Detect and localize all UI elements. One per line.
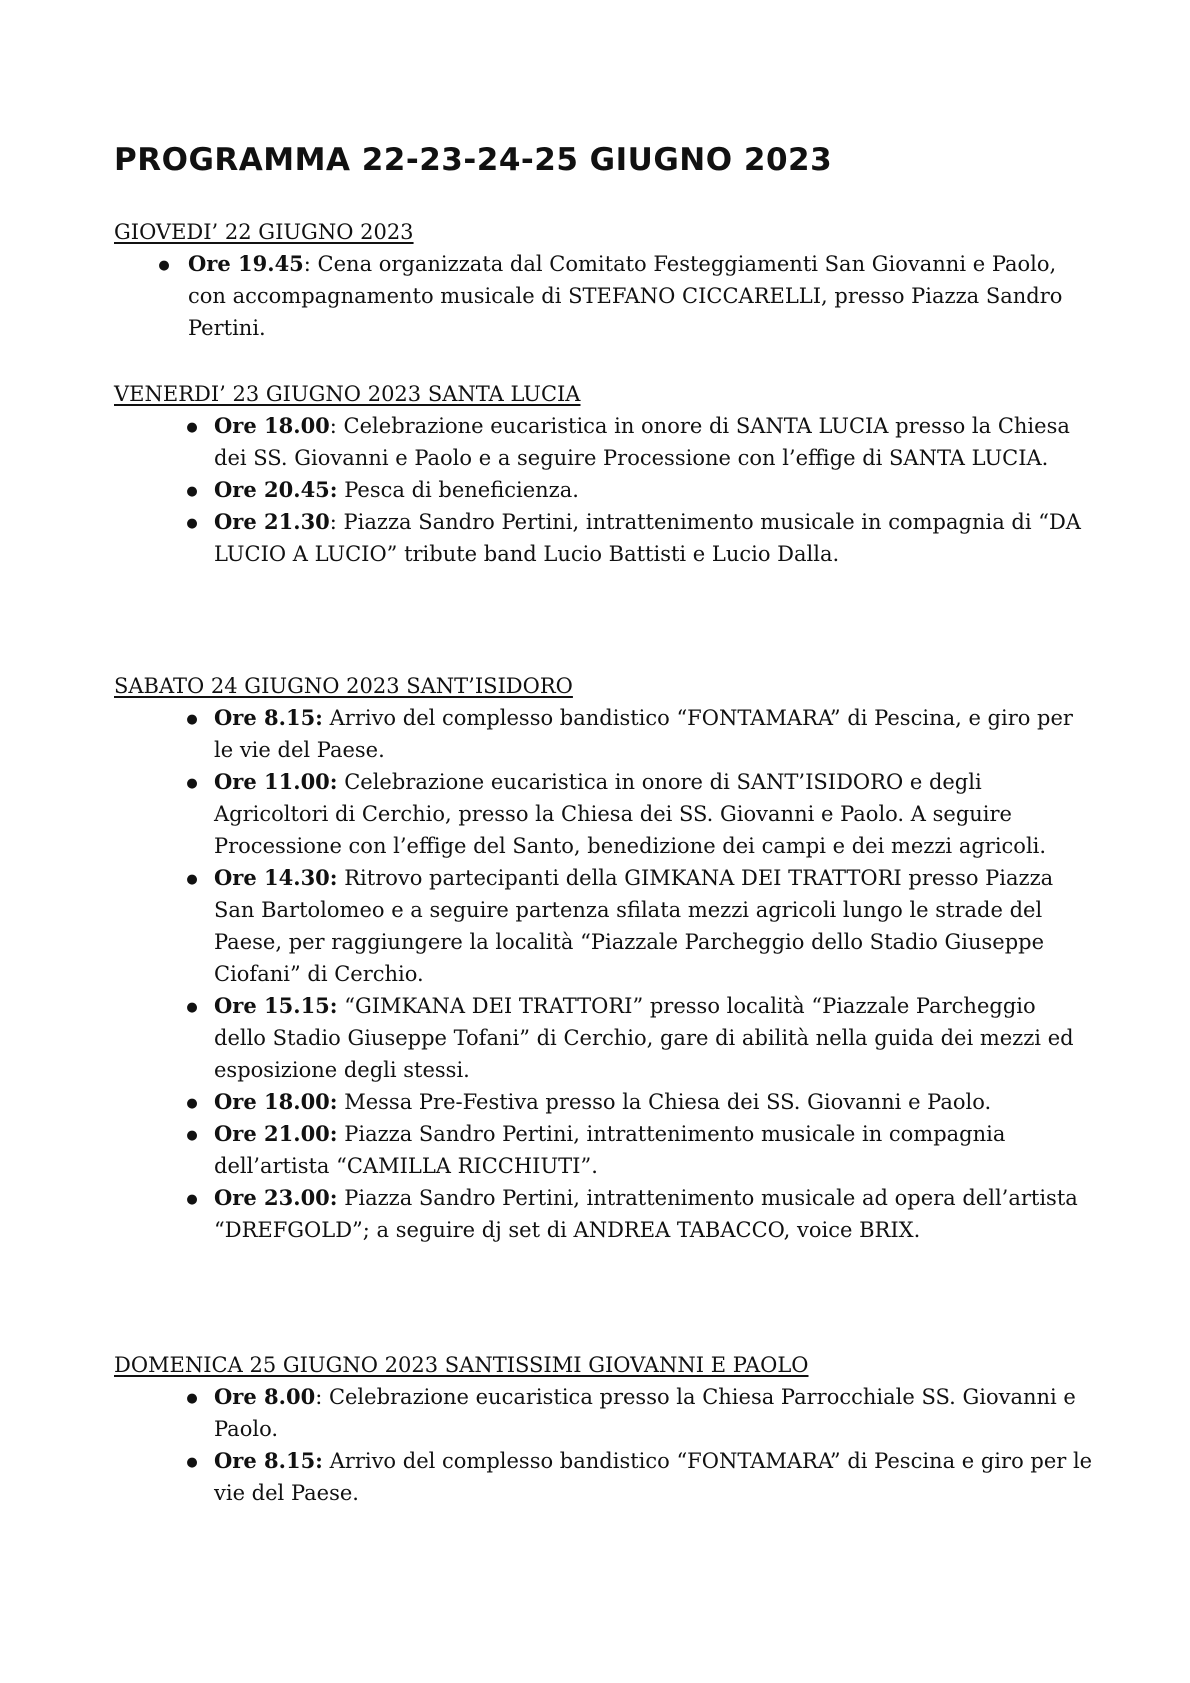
event-time: Ore 18.00: [214, 1089, 338, 1114]
bullet-icon [182, 862, 202, 898]
event-time: Ore 20.45: [214, 477, 338, 502]
bullet-icon [182, 1182, 202, 1218]
day-heading: GIOVEDI’ 22 GIUGNO 2023 [114, 220, 414, 244]
event-item [114, 862, 1094, 990]
event-description: Celebrazione eucaristica presso la Chiesa Parrocchiale SS. Giovanni e Paolo. [214, 1385, 1076, 1441]
event-time: Ore 23.00: [214, 1185, 338, 1210]
event-description: Arrivo del complesso bandistico “FONTAMARA” di Pescina, e giro per le vie del Paese. [214, 706, 1073, 762]
day-heading: SABATO 24 GIUGNO 2023 SANT’ISIDORO [114, 674, 573, 698]
event-time: Ore 11.00: [214, 769, 338, 794]
bullet-icon [182, 410, 202, 446]
event-list [114, 1381, 1094, 1509]
event-time: Ore 15.15: [214, 993, 338, 1018]
bullet-icon [182, 1118, 202, 1154]
bullet-icon [182, 1086, 202, 1122]
event-description: Messa Pre-Festiva presso la Chiesa dei SS. Giovanni e Paolo. [337, 1090, 992, 1114]
event-time: Ore 21.00: [214, 1121, 338, 1146]
bullet-icon [182, 990, 202, 1026]
event-item [114, 474, 1094, 506]
event-item [114, 1118, 1094, 1182]
event-separator: : [329, 510, 337, 534]
event-item [114, 410, 1094, 474]
event-description: “GIMKANA DEI TRATTORI” presso località “Piazzale Parcheggio dello Stadio Giuseppe Tofani” di Cerchio, gare di abilità nella guida dei mezzi ed esposizione degli stessi. [214, 994, 1074, 1082]
page-title: PROGRAMMA 22-23-24-25 GIUGNO 2023 [114, 142, 833, 178]
event-separator: : [315, 1385, 323, 1409]
event-time: Ore 8.15: [214, 1448, 323, 1473]
event-description: Cena organizzata dal Comitato Festeggiamenti San Giovanni e Paolo, con accompagnamento musicale di STEFANO CICCARELLI, presso Piazza Sandro Pertini. [188, 252, 1063, 340]
event-description: Piazza Sandro Pertini, intrattenimento musicale in compagnia dell’artista “CAMILLA RICCHIUTI”. [214, 1122, 1006, 1178]
event-item [114, 1381, 1094, 1445]
bullet-icon [182, 506, 202, 542]
event-time: Ore 19.45 [188, 251, 304, 276]
event-item [114, 506, 1094, 570]
event-separator: : [329, 414, 337, 438]
event-description: Celebrazione eucaristica in onore di SANT’ISIDORO e degli Agricoltori di Cerchio, presso la Chiesa dei SS. Giovanni e Paolo. A seguire Processione con l’effige del Santo, benedizione dei campi e dei mezzi agricoli. [214, 770, 1047, 858]
event-item [114, 1086, 1094, 1118]
bullet-icon [182, 1445, 202, 1481]
event-time: Ore 8.00 [214, 1384, 316, 1409]
event-item [114, 1445, 1094, 1509]
day-section-giovedi [114, 216, 1094, 344]
bullet-icon [154, 248, 174, 284]
bullet-icon [182, 474, 202, 510]
bullet-icon [182, 1381, 202, 1417]
event-item [114, 248, 1094, 344]
event-description: Piazza Sandro Pertini, intrattenimento musicale ad opera dell’artista “DREFGOLD”; a seguire dj set di ANDREA TABACCO, voice BRIX. [214, 1186, 1078, 1242]
event-time: Ore 14.30: [214, 865, 338, 890]
day-heading: DOMENICA 25 GIUGNO 2023 SANTISSIMI GIOVANNI E PAOLO [114, 1353, 809, 1377]
event-separator: : [303, 252, 311, 276]
event-description: Pesca di beneficienza. [337, 478, 579, 502]
event-time: Ore 21.30 [214, 509, 330, 534]
event-description: Arrivo del complesso bandistico “FONTAMARA” di Pescina e giro per le vie del Paese. [214, 1449, 1093, 1505]
event-item [114, 1182, 1094, 1246]
day-section-domenica [114, 1349, 1094, 1509]
event-description: Celebrazione eucaristica in onore di SANTA LUCIA presso la Chiesa dei SS. Giovanni e Paolo e a seguire Processione con l’effige di SANTA LUCIA. [214, 414, 1070, 470]
event-item [114, 766, 1094, 862]
bullet-icon [182, 702, 202, 738]
event-list [114, 248, 1094, 344]
event-item [114, 990, 1094, 1086]
event-description: Piazza Sandro Pertini, intrattenimento musicale in compagnia di “DA LUCIO A LUCIO” tribute band Lucio Battisti e Lucio Dalla. [214, 510, 1081, 566]
event-description: Ritrovo partecipanti della GIMKANA DEI TRATTORI presso Piazza San Bartolomeo e a seguire partenza sfilata mezzi agricoli lungo le strade del Paese, per raggiungere la località “Piazzale Parcheggio dello Stadio Giuseppe Ciofani” di Cerchio. [214, 866, 1054, 986]
event-item [114, 702, 1094, 766]
day-heading: VENERDI’ 23 GIUGNO 2023 SANTA LUCIA [114, 382, 581, 406]
event-list [114, 410, 1094, 570]
event-list [114, 702, 1094, 1246]
event-time: Ore 18.00 [214, 413, 330, 438]
bullet-icon [182, 766, 202, 802]
day-section-venerdi [114, 378, 1094, 570]
event-time: Ore 8.15: [214, 705, 323, 730]
day-section-sabato [114, 670, 1094, 1246]
